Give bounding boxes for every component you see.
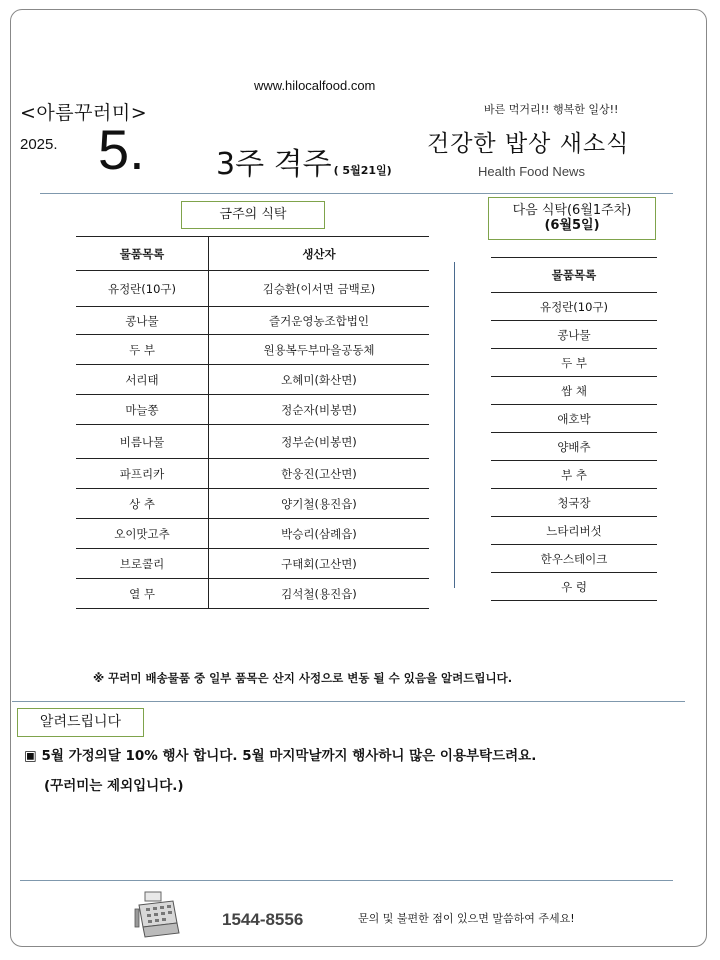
- table-row: [76, 335, 429, 365]
- website-url[interactable]: www.hilocalfood.com: [254, 78, 376, 93]
- next-item-name: 한우스테이크: [491, 545, 657, 573]
- table-header-row: [76, 237, 429, 271]
- this-week-title: 금주의 식탁: [181, 201, 325, 229]
- producer-name: 김석철(용진읍): [209, 579, 430, 609]
- table-row: [76, 365, 429, 395]
- next-table-header-row: [491, 258, 657, 293]
- next-item-name: 양배추: [491, 433, 657, 461]
- producer-name: 정부순(비봉면): [209, 425, 430, 459]
- table-row: [76, 549, 429, 579]
- headline: 건강한 밥상 새소식: [427, 131, 630, 157]
- header-divider: [40, 193, 673, 194]
- list-item: [491, 321, 657, 349]
- next-week-title-line2: (6월5일): [544, 218, 600, 233]
- contact-note: 문의 및 불편한 점이 있으면 말씀하여 주세요!: [358, 912, 575, 925]
- list-item: [491, 545, 657, 573]
- table-row: [76, 519, 429, 549]
- issue-month: 5.: [98, 118, 145, 181]
- subheadline: Health Food News: [478, 164, 585, 179]
- next-item-name: 느타리버섯: [491, 517, 657, 545]
- issue-week-label: 3주 격주: [216, 147, 332, 182]
- table-row: [76, 489, 429, 519]
- table-row: [76, 425, 429, 459]
- producer-name: 김승환(이서면 금백로): [209, 271, 430, 307]
- next-item-name: 우 렁: [491, 573, 657, 601]
- next-item-name: 청국장: [491, 489, 657, 517]
- next-week-table: [491, 257, 657, 601]
- substitution-notice: ※ 꾸러미 배송물품 중 일부 품목은 산지 사정으로 변동 될 수 있음을 알려드립니다.: [93, 671, 513, 685]
- producer-name: 정순자(비봉면): [209, 395, 430, 425]
- list-item: [491, 517, 657, 545]
- issue-week: [216, 147, 392, 182]
- item-name: 오이맛고추: [76, 519, 209, 549]
- table-row: [76, 307, 429, 335]
- item-name: 상 추: [76, 489, 209, 519]
- producer-name: 한웅진(고산면): [209, 459, 430, 489]
- next-item-name: 애호박: [491, 405, 657, 433]
- list-item: [491, 433, 657, 461]
- list-item: [491, 573, 657, 601]
- item-name: 콩나물: [76, 307, 209, 335]
- item-name: 서리태: [76, 365, 209, 395]
- next-item-name: 유정란(10구): [491, 293, 657, 321]
- list-item: [491, 489, 657, 517]
- phone-number[interactable]: 1544-8556: [222, 910, 304, 929]
- item-name: 두 부: [76, 335, 209, 365]
- next-item-name: 쌈 채: [491, 377, 657, 405]
- announcement-line2: (꾸러미는 제외입니다.): [44, 778, 184, 794]
- producer-name: 박승리(삼례읍): [209, 519, 430, 549]
- item-name: 비름나물: [76, 425, 209, 459]
- list-item: [491, 461, 657, 489]
- table-row: [76, 271, 429, 307]
- item-name: 마늘쫑: [76, 395, 209, 425]
- item-name: 브로콜리: [76, 549, 209, 579]
- footer-divider: [20, 880, 673, 881]
- list-item: [491, 293, 657, 321]
- next-week-title-line1: 다음 식탁(6월1주차): [512, 203, 632, 218]
- item-name: 유정란(10구): [76, 271, 209, 307]
- next-week-title: [488, 197, 656, 240]
- producer-name: 양기철(용진읍): [209, 489, 430, 519]
- item-name: 열 무: [76, 579, 209, 609]
- slogan: 바른 먹거리!! 행복한 일상!!: [484, 103, 619, 116]
- table-row: [76, 459, 429, 489]
- producer-name: 오혜미(화산면): [209, 365, 430, 395]
- table-row: [76, 395, 429, 425]
- this-week-table: [76, 236, 429, 609]
- cash-register-icon: [133, 889, 181, 941]
- announcement-title: 알려드립니다: [17, 708, 144, 737]
- list-item: [491, 349, 657, 377]
- next-header-item: 물품목록: [491, 258, 657, 293]
- column-divider: [454, 262, 455, 588]
- issue-week-date: ( 5월21일): [333, 164, 392, 177]
- next-item-name: 두 부: [491, 349, 657, 377]
- list-item: [491, 405, 657, 433]
- producer-name: 구태회(고산면): [209, 549, 430, 579]
- brand-name: <아름꾸러미>: [20, 102, 148, 124]
- header-item: 물품목록: [76, 237, 209, 271]
- next-item-name: 부 추: [491, 461, 657, 489]
- table-row: [76, 579, 429, 609]
- next-item-name: 콩나물: [491, 321, 657, 349]
- announcement-divider: [12, 701, 685, 702]
- issue-year: 2025.: [20, 136, 58, 153]
- producer-name: 즐거운영농조합법인: [209, 307, 430, 335]
- producer-name: 원용복두부마을공동체: [209, 335, 430, 365]
- header-producer: 생산자: [209, 237, 430, 271]
- item-name: 파프리카: [76, 459, 209, 489]
- announcement-line1: ▣ 5월 가정의달 10% 행사 합니다. 5월 마지막날까지 행사하니 많은 이용부탁드려요.: [24, 748, 537, 764]
- list-item: [491, 377, 657, 405]
